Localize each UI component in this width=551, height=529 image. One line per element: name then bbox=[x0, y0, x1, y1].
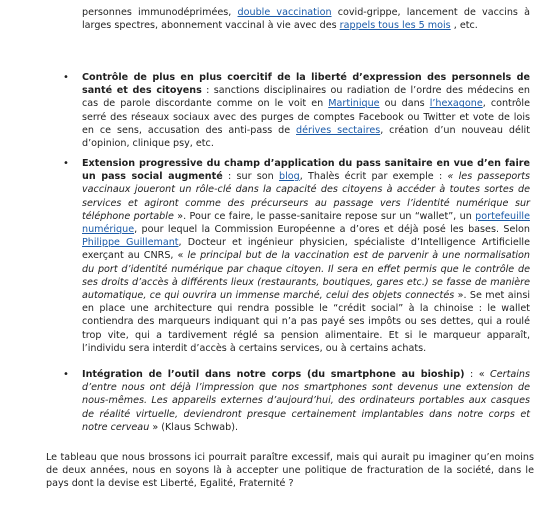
bullet-marker: • bbox=[63, 369, 69, 380]
bullet-text: , Docteur et ingénieur physicien, spécialiste d’Intelligence Artificielle exerçant au CNRS, « bbox=[82, 237, 530, 262]
bullet-item-pass-social bbox=[82, 157, 530, 355]
fragment-text-2: covid-grippe, lancement de vaccins à larges spectres, abonnement vaccinal à vie avec des bbox=[82, 7, 530, 32]
bullet-heading: Extension progressive du champ d’application du pass sanitaire en vue d’en faire un pass social augmenté bbox=[82, 158, 530, 183]
bullet-text: : sur son bbox=[222, 171, 279, 183]
link-philippe-guillemant[interactable]: Philippe Guillemant bbox=[82, 237, 179, 249]
bullet-text: ». Pour ce faire, le passe-sanitaire repose sur un “wallet”, un bbox=[173, 210, 476, 222]
bullet-text: , création d’un nouveau délit d’opinion, clinique psy, etc. bbox=[82, 124, 530, 150]
bullet-text: ou dans bbox=[379, 98, 430, 110]
link-hexagone[interactable]: l’hexagone bbox=[429, 98, 483, 110]
link-portefeuille-numerique[interactable]: portefeuille numérique bbox=[82, 210, 530, 236]
link-martinique[interactable]: Martinique bbox=[328, 98, 380, 110]
quote-guillemant: le principal but de la vaccination est de parvenir à une normalisation du port d’identité numérique par chaque citoyen. Il sera en effet permis que le contrôle de ses droits d’accès à différents lieux (restaurants, boutiques, gares etc.) se fasse de manière automatique, ce qui ouvrira un immense marché, celui des objets connectés bbox=[82, 250, 530, 302]
bullet-heading: Contrôle de plus en plus coercitif de la liberté d’expression des personnels de santé et des citoyens bbox=[82, 72, 530, 97]
bullet-marker: • bbox=[63, 158, 69, 169]
link-derives-sectaires[interactable]: dérives sectaires bbox=[296, 124, 381, 136]
continuation-paragraph bbox=[82, 6, 530, 32]
link-blog[interactable]: blog bbox=[279, 171, 300, 183]
fragment-text-1: personnes immunodéprimées, bbox=[82, 7, 238, 18]
fragment-text-3: , etc. bbox=[450, 20, 478, 32]
link-rappels-5-mois[interactable]: rappels tous les 5 mois bbox=[339, 20, 451, 32]
bullet-marker: • bbox=[63, 72, 69, 83]
bullet-text: , pour lequel la Commission Européenne a d’ores et déjà posé les bases. Selon bbox=[134, 224, 530, 236]
quote-schwab: Certains d’entre nous ont déjà l’impression que nos smartphones sont devenus une extension de nous-mêmes. Les appareils externes d’aujourd’hui, des ordinateurs portables aux casques de réalité virtuelle, deviendront presque certainement implantables dans notre corps et notre cerveau bbox=[82, 369, 530, 433]
link-double-vaccination[interactable]: double vaccination bbox=[237, 7, 332, 18]
bullet-text: , Thalès écrit par exemple : bbox=[299, 171, 448, 183]
bullet-item-integration-corps bbox=[82, 368, 530, 434]
bullet-heading: Intégration de l’outil dans notre corps (du smartphone au bioship) bbox=[82, 369, 465, 380]
bullet-item-liberte-expression bbox=[82, 71, 530, 150]
bullet-text: ». Se met ainsi en place une architecture qui rendra possible le “crédit social” à la chinoise : le wallet contiendra des marqueurs indiquant qui n’a pas payé ses impôts ou ses dettes, qui a roulé trop vite, qui a tardivement réglé sa pension alimentaire. Et si le marqueur apparaît, l’individu sera interdit d’accès à certains services, ou à certains achats. bbox=[82, 290, 530, 354]
bullet-text: , contrôle serré des réseaux sociaux avec des purges de comptes Facebook ou Twitter et vote de lois en ce sens, accusation des anti-pass de bbox=[82, 98, 530, 136]
bullet-text: » (Klaus Schwab). bbox=[149, 421, 239, 433]
quote-thales: « les passeports vaccinaux joueront un rôle-clé dans la capacité des citoyens à accéder à toutes sortes de services et agiront comme des précurseurs au passage vers l’identité numérique sur téléphone portable bbox=[82, 171, 530, 222]
closing-paragraph: Le tableau que nous brossons ici pourrait paraître excessif, mais qui aurait pu imaginer qu’en moins de deux années, nous en soyons là à accepter une politique de fracturation de la société, dans le pays dont la devise est Liberté, Egalité, Fraternité ? bbox=[46, 451, 534, 489]
bullet-text: : sanctions disciplinaires ou radiation de l’ordre des médecins en cas de parole discordante comme on le voit en bbox=[82, 85, 530, 110]
bullet-text: : « bbox=[464, 369, 491, 380]
